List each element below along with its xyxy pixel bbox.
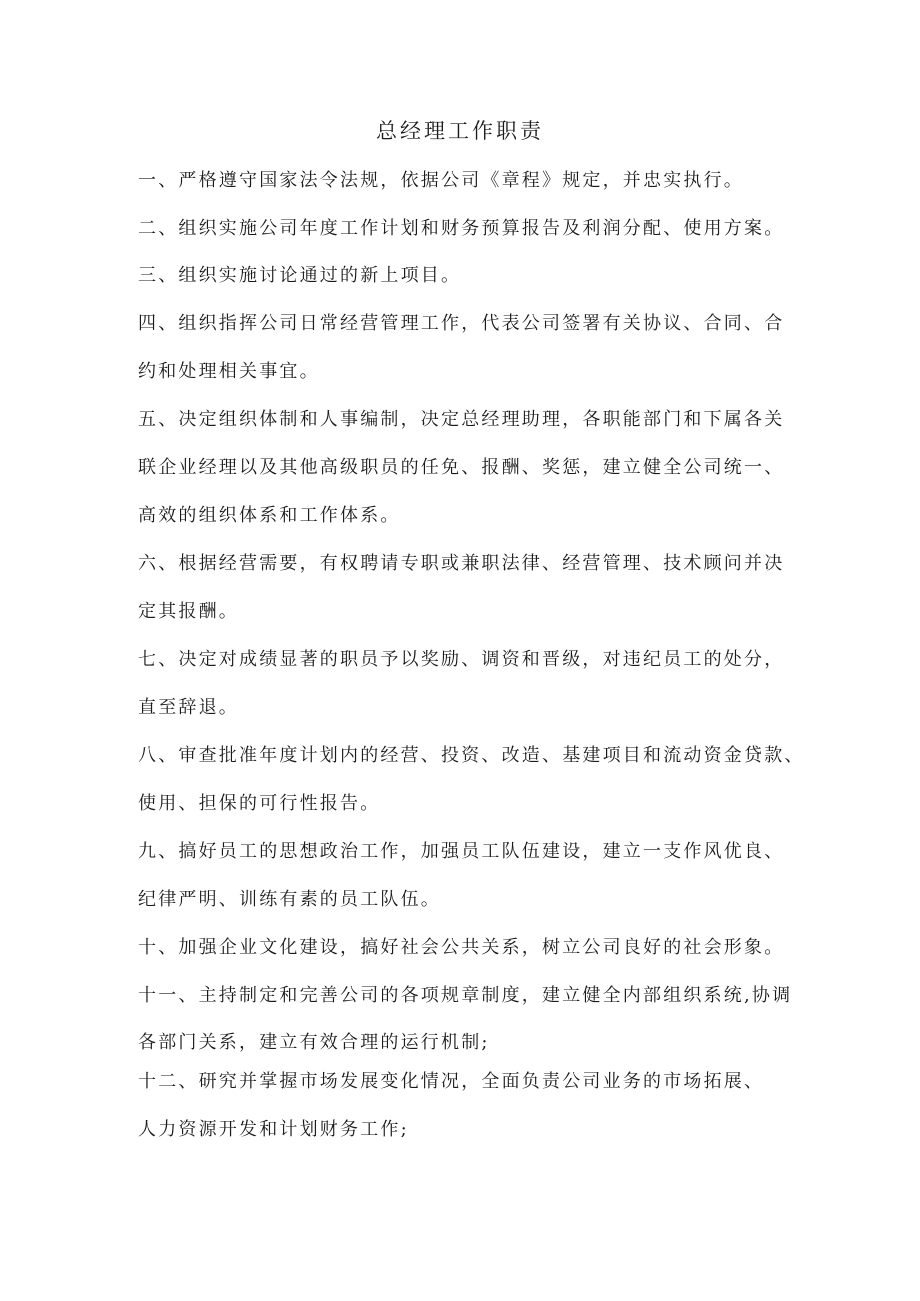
text-line: 联企业经理以及其他高级职员的任免、报酬、奖惩，建立健全公司统一、: [138, 457, 785, 478]
text-line: 约和处理相关事宜。: [138, 361, 320, 382]
text-line: 十、加强企业文化建设，搞好社会公共关系，树立公司良好的社会形象。: [138, 937, 785, 958]
document-title: 总经理工作职责: [376, 119, 544, 143]
text-line: 十二、研究并掌握市场发展变化情况，全面负责公司业务的市场拓展、: [138, 1071, 765, 1092]
text-line: 纪律严明、训练有素的员工队伍。: [138, 889, 441, 910]
text-line: 使用、担保的可行性报告。: [138, 793, 381, 814]
text-line: 七、决定对成绩显著的职员予以奖励、调资和晋级，对违纪员工的处分，: [138, 649, 785, 670]
text-line: 二、组织实施公司年度工作计划和财务预算报告及利润分配、使用方案。: [138, 218, 785, 239]
text-line: 五、决定组织体制和人事编制，决定总经理助理，各职能部门和下属各关: [138, 409, 785, 430]
text-line: 八、审查批准年度计划内的经营、投资、改造、基建项目和流动资金贷款、: [138, 745, 805, 766]
text-line: 十一、主持制定和完善公司的各项规章制度，建立健全内部组织系统,协调: [138, 985, 793, 1006]
text-line: 四、组织指挥公司日常经营管理工作，代表公司签署有关协议、合同、合: [138, 313, 785, 334]
text-line: 直至辞退。: [138, 697, 239, 718]
text-line: 高效的组织体系和工作体系。: [138, 505, 401, 526]
text-line: 人力资源开发和计划财务工作;: [138, 1119, 409, 1140]
text-line: 定其报酬。: [138, 601, 239, 622]
text-line: 一、严格遵守国家法令法规，依据公司《章程》规定，并忠实执行。: [138, 170, 744, 191]
text-line: 三、组织实施讨论通过的新上项目。: [138, 265, 462, 286]
text-line: 九、搞好员工的思想政治工作，加强员工队伍建设，建立一支作风优良、: [138, 841, 785, 862]
text-line: 各部门关系，建立有效合理的运行机制;: [138, 1032, 490, 1053]
text-line: 六、根据经营需要，有权聘请专职或兼职法律、经营管理、技术顾问并决: [138, 553, 785, 574]
